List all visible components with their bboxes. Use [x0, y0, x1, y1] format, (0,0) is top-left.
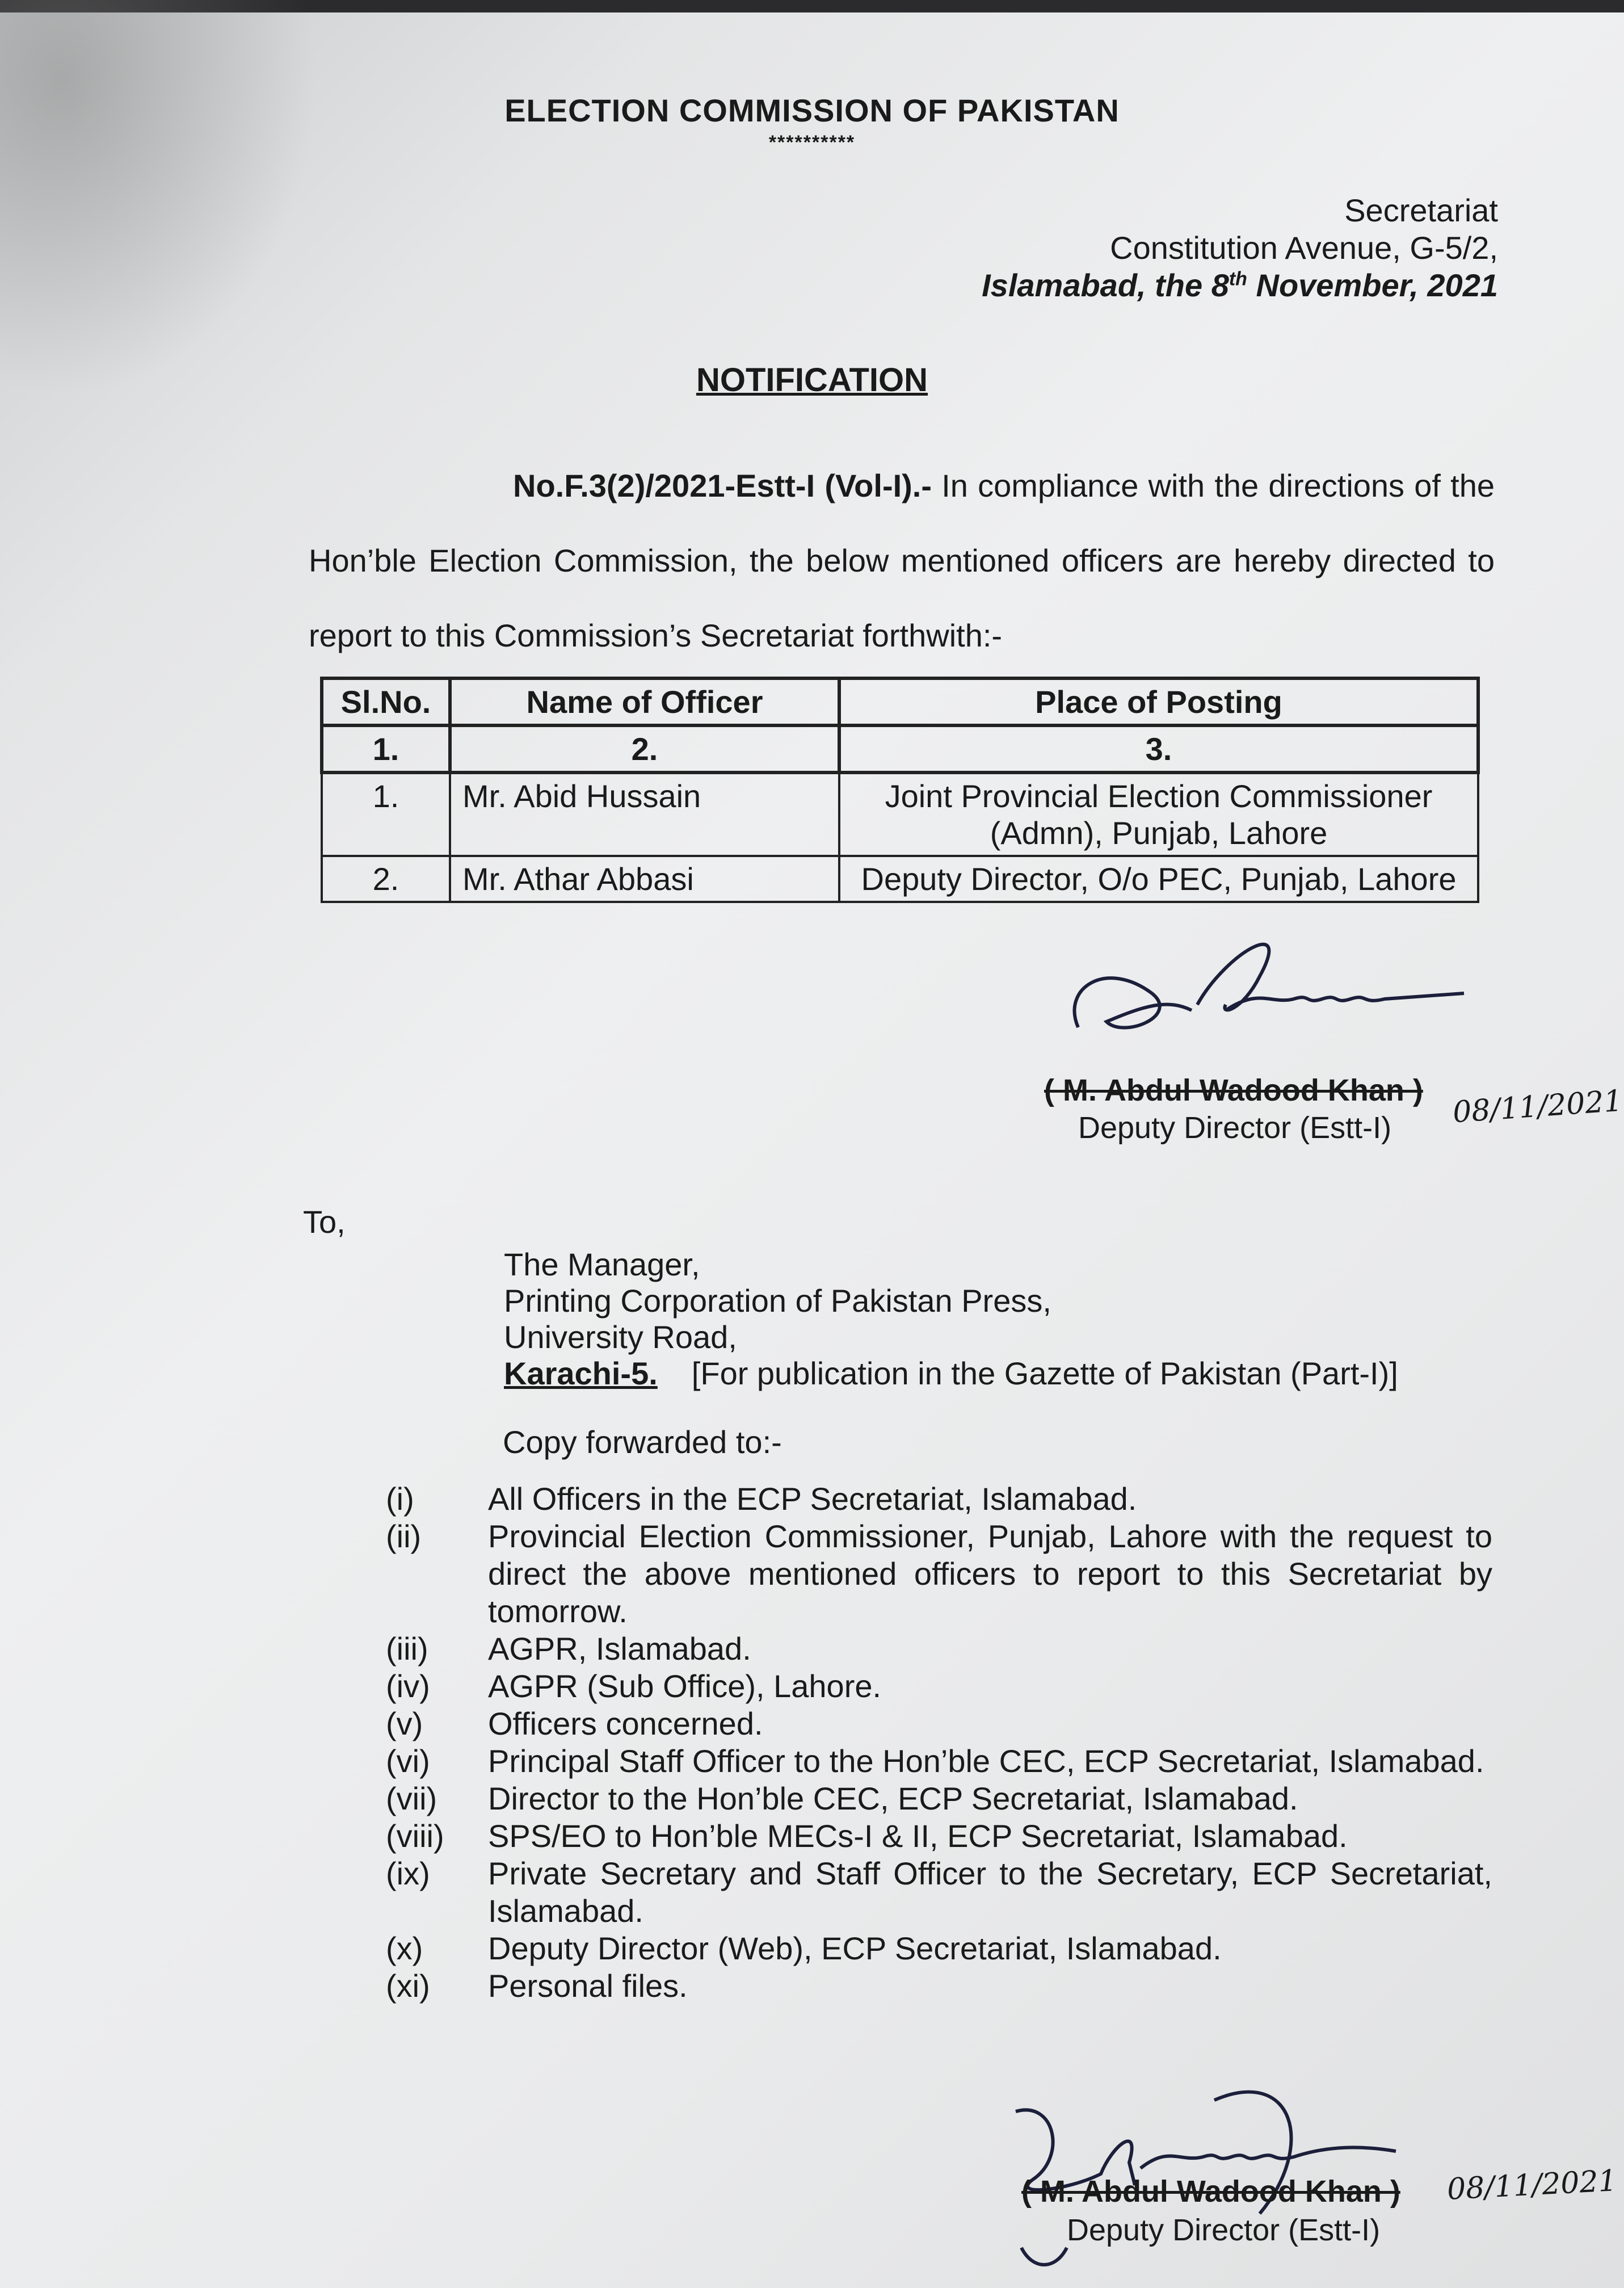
reference-number: No.F.3(2)/2021-Estt-I (Vol-I).-: [513, 468, 932, 503]
publication-note: [For publication in the Gazette of Pakistan (Part-I)]: [691, 1355, 1398, 1391]
signatory-name-2: ( M. Abdul Wadood Khan ): [1021, 2174, 1400, 2209]
recipient-line: Printing Corporation of Pakistan Press,: [504, 1283, 1051, 1319]
row-officer-name: Mr. Abid Hussain: [450, 773, 839, 856]
signatory-designation: Deputy Director (Estt-I): [1078, 1111, 1392, 1145]
list-item: (iv) AGPR (Sub Office), Lahore.: [386, 1668, 882, 1704]
signatory-designation-2: Deputy Director (Estt-I): [1067, 2213, 1381, 2247]
recipient-city: Karachi-5.: [504, 1355, 658, 1391]
row-sl-no: 2.: [322, 856, 450, 902]
list-item: (vii) Director to the Hon’ble CEC, ECP Secretariat, Islamabad.: [386, 1781, 1298, 1816]
header-place: Place of Posting: [839, 678, 1478, 725]
signature-date-2: 08/11/2021: [1446, 2164, 1618, 2207]
copy-list: [386, 1480, 1492, 2005]
notification-heading: NOTIFICATION: [696, 362, 928, 398]
to-label: To,: [303, 1204, 346, 1240]
recipient-line: The Manager,: [504, 1246, 700, 1282]
issue-date: Islamabad, the 8th November, 2021: [982, 267, 1498, 303]
organization-title: ELECTION COMMISSION OF PAKISTAN: [504, 93, 1120, 128]
table-row: [322, 856, 1478, 902]
table-row: [322, 773, 1478, 856]
table-header-row: [322, 678, 1478, 725]
row-sl-no: 1.: [322, 773, 450, 856]
row-posting: Deputy Director, O/o PEC, Punjab, Lahore: [839, 856, 1478, 902]
list-item: (v) Officers concerned.: [386, 1706, 763, 1741]
list-item: (x) Deputy Director (Web), ECP Secretariat, Islamabad.: [386, 1930, 1222, 1966]
col-number: 1.: [322, 725, 450, 773]
recipient-address: [504, 1246, 1398, 1392]
officers-table: [320, 677, 1480, 903]
copy-heading: Copy forwarded to:-: [503, 1424, 782, 1460]
list-item: (vi) Principal Staff Officer to the Hon’ble CEC, ECP Secretariat, Islamabad.: [386, 1743, 1484, 1779]
page-shadow: [0, 0, 318, 397]
col-number: 2.: [450, 725, 839, 773]
list-item: (viii) SPS/EO to Hon’ble MECs-I & II, ECP Secretariat, Islamabad.: [386, 1818, 1348, 1854]
list-item: (ix) Private Secretary and Staff Officer to the Secretary, ECP Secretariat, Islamabad.: [386, 1855, 1492, 1929]
recipient-line: University Road,: [504, 1319, 737, 1355]
title-stars: **********: [768, 132, 856, 153]
notification-body: [309, 448, 1495, 673]
col-number: 3.: [839, 725, 1478, 773]
list-item: (i) All Officers in the ECP Secretariat, Islamabad.: [386, 1481, 1137, 1517]
header-sl-no: Sl.No.: [322, 678, 450, 725]
address-line-1: Secretariat: [1344, 192, 1498, 228]
row-posting: Joint Provincial Election Commissioner (Admn), Punjab, Lahore: [839, 773, 1478, 856]
list-item: (ii) Provincial Election Commissioner, Punjab, Lahore with the request to direct the above mentioned officers to report to this Secretariat by tomorrow.: [386, 1518, 1492, 1629]
recipient-city-line: [504, 1355, 1398, 1392]
signature-block: [1033, 937, 1624, 1145]
list-item: (xi) Personal files.: [386, 1968, 688, 2004]
list-item: (iii) AGPR, Islamabad.: [386, 1631, 751, 1666]
address-line-2: Constitution Avenue, G-5/2,: [1110, 230, 1498, 266]
row-officer-name: Mr. Athar Abbasi: [450, 856, 839, 902]
signatory-name: ( M. Abdul Wadood Khan ): [1044, 1073, 1423, 1107]
body-text: In compliance with the directions of the Hon’ble Election Commission, the below mentioned officers are hereby directed to report to this Commission’s Secretariat forthwith:-: [309, 468, 1495, 653]
table-number-row: [322, 725, 1478, 773]
signature-date: 08/11/2021: [1451, 1084, 1624, 1130]
header-name: Name of Officer: [450, 678, 839, 725]
